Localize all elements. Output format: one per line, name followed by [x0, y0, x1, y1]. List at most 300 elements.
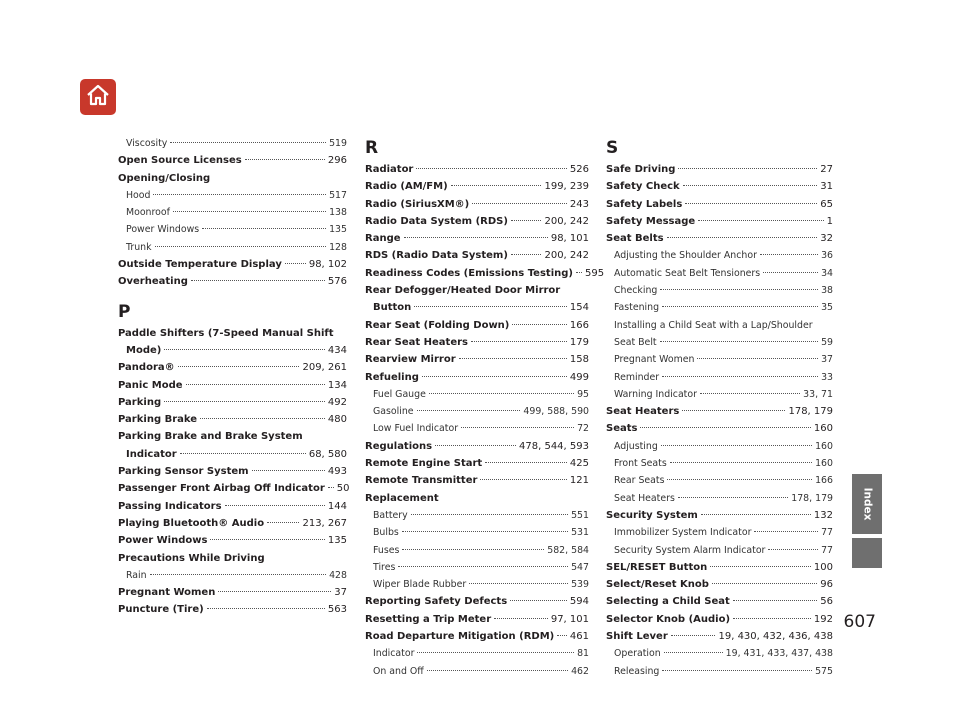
entry-term: Wiper Blade Rubber — [373, 579, 467, 591]
entry-page-numbers[interactable]: 526 — [569, 164, 589, 175]
index-entry[interactable] — [118, 359, 347, 376]
index-entry[interactable] — [606, 161, 833, 178]
entry-page-numbers[interactable]: 576 — [327, 276, 347, 288]
entry-page-numbers[interactable]: 209, 261 — [302, 362, 347, 374]
entry-page-numbers[interactable]: 158 — [569, 354, 589, 366]
dot-leader — [660, 289, 818, 290]
dot-leader — [697, 358, 818, 359]
entry-page-numbers[interactable]: 98, 102 — [308, 259, 347, 271]
index-subentry[interactable] — [606, 455, 833, 472]
entry-page-numbers[interactable]: 1 — [826, 215, 833, 227]
entry-term: Opening/Closing — [118, 172, 211, 184]
entry-page-numbers[interactable]: 434 — [327, 344, 347, 356]
section-letter-heading: R — [365, 138, 379, 158]
index-entry[interactable] — [118, 428, 347, 445]
entry-page-numbers[interactable]: 56 — [820, 596, 833, 608]
entry-term: Parking Brake — [118, 414, 198, 426]
entry-term: Immobilizer System Indicator — [614, 527, 752, 539]
index-entry[interactable] — [118, 515, 347, 532]
entry-term: Regulations — [365, 440, 433, 452]
dot-leader — [459, 358, 567, 359]
dot-leader — [245, 159, 325, 160]
entry-term: Security System Alarm Indicator — [614, 544, 766, 556]
index-subentry[interactable] — [365, 559, 589, 576]
entry-page-numbers[interactable]: 296 — [327, 155, 347, 167]
entry-page-numbers[interactable]: 499, 588, 590 — [523, 406, 589, 418]
entry-page-numbers[interactable]: 128 — [329, 241, 347, 253]
entry-term: Remote Engine Start — [365, 458, 483, 470]
entry-page-numbers[interactable]: 33 — [821, 371, 833, 383]
side-tab-block — [852, 538, 882, 568]
index-entry[interactable] — [365, 369, 589, 386]
entry-term: SEL/RESET Button — [606, 561, 708, 573]
entry-page-numbers[interactable]: 59 — [821, 336, 833, 348]
entry-term: Front Seats — [614, 458, 667, 470]
entry-term: Fuel Gauge — [373, 388, 426, 400]
dot-leader — [701, 514, 811, 515]
entry-term: Precautions While Driving — [118, 552, 265, 564]
section-gap — [118, 291, 347, 299]
dot-leader — [733, 618, 811, 619]
index-entry[interactable] — [606, 213, 833, 230]
entry-page-numbers[interactable]: 428 — [329, 569, 347, 581]
entry-page-numbers[interactable]: 31 — [820, 181, 833, 193]
entry-page-numbers[interactable]: 575 — [815, 665, 833, 677]
entry-term: Select/Reset Knob — [606, 579, 709, 591]
index-subentry[interactable] — [606, 351, 833, 368]
entry-term: Radiator — [365, 164, 414, 175]
index-entry[interactable] — [365, 611, 589, 628]
dot-leader — [678, 497, 788, 498]
dot-leader — [155, 246, 327, 247]
entry-term: Indicator — [126, 448, 177, 460]
index-entry[interactable] — [365, 265, 605, 282]
entry-term: Checking — [614, 285, 658, 297]
entry-term: Reporting Safety Defects — [365, 596, 508, 608]
entry-term: Passenger Front Airbag Off Indicator — [118, 483, 325, 495]
index-subentry[interactable] — [365, 420, 589, 437]
entry-page-numbers[interactable]: 77 — [821, 527, 833, 539]
entry-page-numbers[interactable]: 480 — [327, 414, 347, 426]
dot-leader — [576, 272, 582, 273]
index-entry[interactable] — [118, 463, 347, 480]
entry-page-numbers[interactable]: 134 — [327, 379, 347, 391]
dot-leader — [754, 531, 818, 532]
index-entry[interactable] — [606, 403, 833, 420]
dot-leader — [225, 505, 325, 506]
entry-page-numbers[interactable]: 95 — [577, 388, 589, 400]
index-subentry[interactable] — [606, 438, 833, 455]
index-subentry[interactable] — [365, 542, 589, 559]
index-column-2 — [365, 135, 605, 680]
entry-term: Parking — [118, 396, 162, 408]
index-entry[interactable] — [365, 490, 589, 507]
index-subentry[interactable] — [606, 472, 833, 489]
entry-term: Releasing — [614, 665, 660, 677]
entry-page-numbers[interactable]: 166 — [569, 319, 589, 331]
index-subentry[interactable] — [365, 663, 589, 680]
entry-term: Warning Indicator — [614, 388, 697, 400]
entry-term: Security System — [606, 509, 698, 521]
entry-term: Tires — [373, 561, 396, 573]
entry-page-numbers[interactable]: 192 — [813, 613, 833, 625]
entry-term: Adjusting — [614, 440, 658, 452]
entry-term: Low Fuel Indicator — [373, 423, 459, 435]
index-subentry[interactable] — [118, 135, 347, 152]
dot-leader — [485, 462, 567, 463]
index-subentry[interactable] — [606, 265, 833, 282]
index-subentry[interactable] — [118, 221, 347, 238]
entry-term: Radio Data System (RDS) — [365, 215, 508, 227]
entry-term: Playing Bluetooth® Audio — [118, 517, 265, 529]
index-entry[interactable] — [365, 334, 589, 351]
dot-leader — [328, 487, 334, 488]
index-subentry[interactable] — [606, 663, 833, 680]
dot-leader — [662, 376, 818, 377]
dot-leader — [667, 237, 818, 238]
dot-leader — [664, 652, 723, 653]
index-entry[interactable] — [118, 394, 347, 411]
entry-page-numbers[interactable]: 68, 580 — [308, 448, 347, 460]
entry-term: Rear Seat Heaters — [365, 336, 468, 348]
index-entry[interactable] — [365, 247, 589, 264]
dot-leader — [150, 574, 326, 575]
index-subentry[interactable] — [365, 507, 589, 524]
entry-term: Indicator — [373, 648, 415, 660]
index-subentry[interactable] — [118, 567, 347, 584]
entry-page-numbers[interactable]: 132 — [813, 509, 833, 521]
entry-page-numbers[interactable]: 65 — [820, 198, 833, 210]
entry-page-numbers[interactable]: 547 — [571, 561, 589, 573]
dot-leader — [683, 185, 818, 186]
dot-leader — [671, 635, 716, 636]
index-subentry[interactable] — [606, 542, 833, 559]
index-entry[interactable] — [118, 411, 347, 428]
index-entry[interactable] — [118, 256, 347, 273]
index-subentry[interactable] — [606, 334, 833, 351]
index-side-tab[interactable] — [852, 474, 882, 534]
entry-term: Safe Driving — [606, 164, 676, 175]
entry-term: Battery — [373, 509, 408, 521]
index-column-1 — [118, 135, 350, 619]
home-button[interactable] — [80, 79, 116, 115]
entry-page-numbers[interactable]: 77 — [821, 544, 833, 556]
index-entry[interactable] — [118, 601, 347, 618]
index-subentry[interactable] — [606, 490, 833, 507]
dot-leader — [417, 410, 521, 411]
entry-term: Moonroof — [126, 207, 170, 219]
entry-term: Overheating — [118, 276, 188, 288]
entry-term: Adjusting the Shoulder Anchor — [614, 250, 757, 262]
dot-leader — [480, 479, 566, 480]
entry-term: Paddle Shifters (7-Speed Manual Shift — [118, 327, 334, 339]
entry-term: Puncture (Tire) — [118, 604, 204, 616]
entry-page-numbers[interactable]: 517 — [329, 189, 347, 201]
entry-term: Reminder — [614, 371, 660, 383]
dot-leader — [685, 203, 817, 204]
entry-page-numbers[interactable]: 199, 239 — [544, 181, 589, 193]
dot-leader — [414, 306, 567, 307]
entry-term: Range — [365, 233, 401, 245]
entry-term: Radio (AM/FM) — [365, 181, 448, 193]
dot-leader — [662, 670, 812, 671]
entry-page-numbers[interactable]: 34 — [821, 267, 833, 279]
dot-leader — [510, 600, 567, 601]
index-subentry[interactable] — [365, 576, 589, 593]
dot-leader — [404, 237, 548, 238]
entry-term: Rear Defogger/Heated Door Mirror — [365, 285, 561, 297]
entry-page-numbers[interactable]: 33, 71 — [803, 388, 833, 400]
entry-page-numbers[interactable]: 243 — [569, 198, 589, 210]
dot-leader — [698, 220, 823, 221]
index-subentry[interactable] — [365, 386, 589, 403]
dot-leader — [494, 618, 548, 619]
entry-term: Panic Mode — [118, 379, 183, 391]
page-number: 607 — [843, 612, 876, 632]
index-entry[interactable] — [365, 230, 589, 247]
index-entry[interactable] — [365, 438, 589, 455]
entry-page-numbers[interactable]: 462 — [571, 665, 589, 677]
entry-page-numbers[interactable]: 32 — [820, 233, 833, 245]
index-entry[interactable] — [118, 152, 347, 169]
entry-page-numbers[interactable]: 492 — [327, 396, 347, 408]
index-entry[interactable] — [365, 282, 589, 299]
entry-term: Safety Message — [606, 215, 696, 227]
dot-leader — [640, 427, 810, 428]
entry-term: Bulbs — [373, 527, 399, 539]
index-entry[interactable] — [118, 532, 347, 549]
entry-term: Power Windows — [118, 535, 208, 547]
index-entry[interactable] — [118, 584, 347, 601]
dot-leader — [285, 263, 306, 264]
entry-page-numbers[interactable]: 35 — [821, 302, 833, 314]
entry-page-numbers[interactable]: 179 — [569, 336, 589, 348]
entry-term: Passing Indicators — [118, 500, 222, 512]
entry-term: Resetting a Trip Meter — [365, 613, 492, 625]
entry-term: Outside Temperature Display — [118, 259, 282, 271]
entry-term: Readiness Codes (Emissions Testing) — [365, 267, 573, 279]
index-entry[interactable] — [606, 611, 833, 628]
index-entry[interactable] — [365, 317, 589, 334]
entry-page-numbers[interactable]: 499 — [569, 371, 589, 383]
index-entry[interactable] — [606, 178, 833, 195]
index-subentry[interactable] — [118, 187, 347, 204]
index-entry[interactable] — [118, 273, 347, 290]
index-subentry[interactable] — [606, 317, 833, 334]
dot-leader — [191, 280, 325, 281]
entry-page-numbers[interactable]: 72 — [577, 423, 589, 435]
index-entry[interactable] — [606, 576, 833, 593]
entry-page-numbers[interactable]: 539 — [571, 579, 589, 591]
index-subentry[interactable] — [606, 369, 833, 386]
entry-page-numbers[interactable]: 594 — [569, 596, 589, 608]
entry-page-numbers[interactable]: 478, 544, 593 — [519, 440, 589, 452]
dot-leader — [411, 514, 568, 515]
entry-page-numbers[interactable]: 97, 101 — [550, 613, 589, 625]
entry-page-numbers[interactable]: 27 — [820, 164, 833, 175]
index-subentry[interactable] — [118, 239, 347, 256]
index-entry[interactable] — [365, 196, 589, 213]
dot-leader — [451, 185, 542, 186]
entry-page-numbers[interactable]: 36 — [821, 250, 833, 262]
dot-leader — [207, 608, 325, 609]
entry-page-numbers[interactable]: 19, 431, 433, 437, 438 — [725, 648, 833, 660]
entry-term: Mode) — [126, 344, 162, 356]
entry-term: Installing a Child Seat with a Lap/Shoulder — [614, 319, 813, 331]
index-entry[interactable] — [365, 628, 589, 645]
index-entry[interactable] — [365, 178, 589, 195]
entry-page-numbers[interactable]: 493 — [327, 466, 347, 478]
dot-leader — [210, 539, 324, 540]
entry-page-numbers[interactable]: 519 — [329, 138, 347, 149]
entry-page-numbers[interactable]: 121 — [569, 475, 589, 487]
entry-page-numbers[interactable]: 166 — [815, 475, 833, 487]
entry-page-numbers[interactable]: 200, 242 — [544, 215, 589, 227]
dot-leader — [661, 445, 812, 446]
index-entry[interactable] — [365, 351, 589, 368]
dot-leader — [180, 453, 306, 454]
dot-leader — [682, 410, 785, 411]
entry-page-numbers[interactable]: 38 — [821, 285, 833, 297]
entry-term: Seat Belts — [606, 233, 664, 245]
index-entry[interactable] — [365, 455, 589, 472]
entry-page-numbers[interactable]: 178, 179 — [791, 492, 833, 504]
dot-leader — [512, 324, 567, 325]
index-subentry[interactable] — [606, 524, 833, 541]
index-entry[interactable] — [118, 498, 347, 515]
entry-page-numbers[interactable]: 200, 242 — [544, 250, 589, 262]
entry-page-numbers[interactable]: 100 — [813, 561, 833, 573]
index-entry[interactable] — [606, 196, 833, 213]
entry-term: Shift Lever — [606, 631, 668, 643]
dot-leader — [398, 566, 568, 567]
dot-leader — [170, 142, 326, 143]
entry-page-numbers[interactable]: 96 — [820, 579, 833, 591]
entry-term: Open Source Licenses — [118, 155, 242, 167]
entry-page-numbers[interactable]: 213, 267 — [302, 517, 347, 529]
entry-term: Replacement — [365, 492, 439, 504]
entry-page-numbers[interactable]: 37 — [821, 354, 833, 366]
dot-leader — [267, 522, 299, 523]
dot-leader — [416, 168, 567, 169]
index-subentry[interactable] — [606, 386, 833, 403]
entry-page-numbers[interactable]: 144 — [327, 500, 347, 512]
entry-term: Rearview Mirror — [365, 354, 456, 366]
entry-term: RDS (Radio Data System) — [365, 250, 508, 262]
dot-leader — [200, 418, 325, 419]
index-subentry[interactable] — [365, 524, 589, 541]
entry-page-numbers[interactable]: 178, 179 — [788, 406, 833, 418]
index-subentry[interactable] — [365, 403, 589, 420]
entry-page-numbers[interactable]: 160 — [815, 458, 833, 470]
index-entry[interactable] — [606, 559, 833, 576]
dot-leader — [429, 393, 574, 394]
entry-term: Gasoline — [373, 406, 414, 418]
entry-term: Remote Transmitter — [365, 475, 478, 487]
entry-page-numbers[interactable]: 551 — [571, 509, 589, 521]
house-icon — [85, 83, 111, 111]
index-entry[interactable] — [365, 299, 589, 316]
entry-page-numbers[interactable]: 19, 430, 432, 436, 438 — [718, 631, 833, 643]
index-entry[interactable] — [365, 593, 589, 610]
entry-term: Pregnant Women — [614, 354, 695, 366]
index-entry[interactable] — [118, 446, 347, 463]
entry-page-numbers[interactable]: 425 — [569, 458, 589, 470]
entry-term: Selector Knob (Audio) — [606, 613, 731, 625]
entry-term: Rear Seat (Folding Down) — [365, 319, 510, 331]
dot-leader — [733, 600, 817, 601]
entry-term: On and Off — [373, 665, 424, 677]
dot-leader — [173, 211, 326, 212]
dot-leader — [164, 401, 325, 402]
index-entry[interactable] — [365, 213, 589, 230]
section-letter-heading: P — [118, 301, 131, 322]
index-entry[interactable] — [606, 507, 833, 524]
entry-term: Seat Heaters — [614, 492, 675, 504]
index-entry[interactable] — [606, 420, 833, 437]
entry-page-numbers[interactable]: 37 — [334, 587, 347, 599]
entry-page-numbers[interactable]: 138 — [329, 207, 347, 219]
index-column-3 — [606, 135, 833, 680]
index-subentry[interactable] — [606, 247, 833, 264]
index-entry[interactable] — [606, 628, 833, 645]
index-entry[interactable] — [118, 170, 347, 187]
entry-page-numbers[interactable]: 595 — [584, 267, 605, 279]
entry-page-numbers[interactable]: 563 — [327, 604, 347, 616]
index-entry[interactable] — [118, 550, 347, 567]
dot-leader — [252, 470, 325, 471]
dot-leader — [667, 479, 812, 480]
index-subentry[interactable] — [118, 204, 347, 221]
index-entry[interactable] — [365, 161, 589, 178]
index-entry[interactable] — [365, 472, 589, 489]
index-entry[interactable] — [118, 377, 347, 394]
index-entry[interactable] — [118, 480, 350, 497]
entry-page-numbers[interactable]: 582, 584 — [547, 544, 589, 556]
index-side-tab-label: Index — [861, 487, 874, 521]
entry-page-numbers[interactable]: 461 — [569, 631, 589, 643]
entry-term: Pandora® — [118, 362, 175, 374]
entry-term: Road Departure Mitigation (RDM) — [365, 631, 555, 643]
entry-page-numbers[interactable]: 81 — [577, 648, 589, 660]
dot-leader — [402, 531, 568, 532]
entry-page-numbers[interactable]: 98, 101 — [550, 233, 589, 245]
entry-page-numbers[interactable]: 135 — [327, 535, 347, 547]
index-entry[interactable] — [118, 325, 347, 342]
dot-leader — [471, 341, 567, 342]
entry-term: Selecting a Child Seat — [606, 596, 730, 608]
entry-term: Safety Labels — [606, 198, 683, 210]
entry-page-numbers[interactable]: 160 — [815, 440, 833, 452]
dot-leader — [760, 254, 818, 255]
index-entry[interactable] — [606, 593, 833, 610]
entry-page-numbers[interactable]: 160 — [813, 423, 833, 435]
index-subentry[interactable] — [606, 282, 833, 299]
entry-page-numbers[interactable]: 531 — [571, 527, 589, 539]
entry-term: Radio (SiriusXM®) — [365, 198, 470, 210]
index-subentry[interactable] — [606, 299, 833, 316]
entry-page-numbers[interactable]: 50 — [336, 483, 350, 495]
entry-term: Safety Check — [606, 181, 680, 193]
index-subentry[interactable] — [606, 645, 833, 662]
entry-page-numbers[interactable]: 135 — [329, 224, 347, 236]
dot-leader — [153, 194, 326, 195]
index-subentry[interactable] — [365, 645, 589, 662]
entry-term: Parking Brake and Brake System — [118, 431, 303, 443]
index-entry[interactable] — [118, 342, 347, 359]
index-entry[interactable] — [606, 230, 833, 247]
entry-page-numbers[interactable]: 154 — [569, 302, 589, 314]
